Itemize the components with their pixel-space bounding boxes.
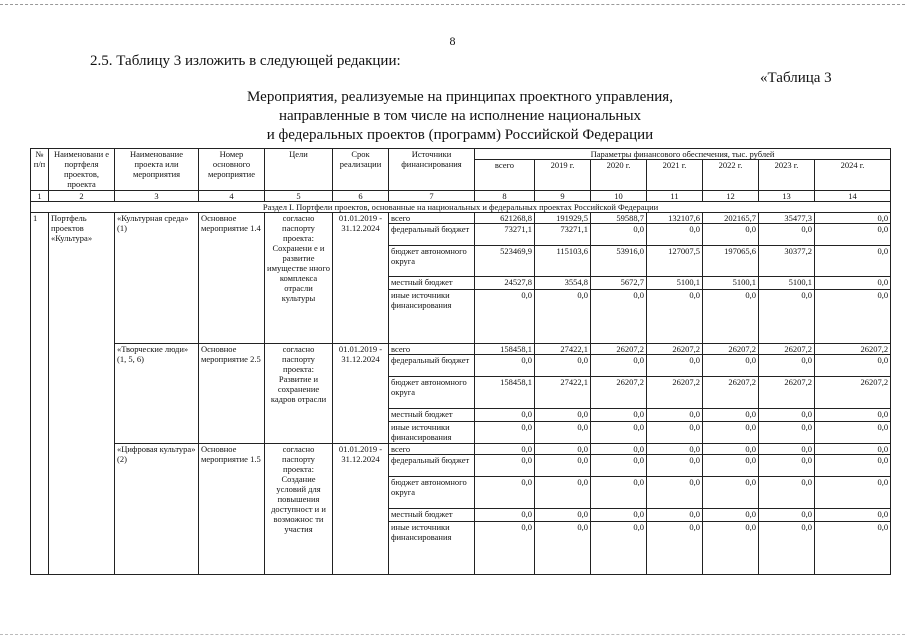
amount-cell: 0,0	[535, 290, 591, 344]
amount-cell: 0,0	[815, 224, 891, 246]
amount-cell: 27422,1	[535, 377, 591, 409]
intro-text: 2.5. Таблицу 3 изложить в следующей редакции:	[90, 53, 401, 69]
table-row	[31, 213, 891, 224]
amount-cell: 0,0	[647, 422, 703, 444]
column-number: 5	[265, 191, 333, 202]
amount-cell: 26207,2	[759, 344, 815, 355]
amount-cell: 0,0	[815, 290, 891, 344]
amount-cell: 0,0	[759, 409, 815, 422]
amount-cell: 0,0	[591, 477, 647, 509]
amount-cell: 0,0	[815, 213, 891, 224]
amount-cell: 523469,9	[475, 246, 535, 277]
amount-cell: 0,0	[591, 409, 647, 422]
amount-cell: 621268,8	[475, 213, 535, 224]
amount-cell: 0,0	[647, 290, 703, 344]
header-goals: Цели	[265, 149, 333, 191]
amount-cell: 35477,3	[759, 213, 815, 224]
amount-cell: 0,0	[535, 444, 591, 455]
column-number: 10	[591, 191, 647, 202]
section-row	[31, 202, 891, 213]
amount-cell: 26207,2	[703, 377, 759, 409]
main-activity-number: Основное мероприятие 1.4	[199, 213, 265, 344]
header-year: 2023 г.	[759, 160, 815, 191]
amount-cell: 0,0	[475, 422, 535, 444]
amount-cell: 0,0	[815, 477, 891, 509]
amount-cell: 0,0	[759, 455, 815, 477]
project-name: «Культурная среда» (1)	[115, 213, 199, 344]
amount-cell: 24527,8	[475, 277, 535, 290]
table-row	[31, 444, 891, 455]
amount-cell: 0,0	[759, 444, 815, 455]
amount-cell: 0,0	[815, 444, 891, 455]
amount-cell: 0,0	[647, 444, 703, 455]
amount-cell: 0,0	[759, 224, 815, 246]
amount-cell: 0,0	[815, 422, 891, 444]
amount-cell: 202165,7	[703, 213, 759, 224]
amount-cell: 26207,2	[703, 344, 759, 355]
amount-cell: 0,0	[703, 522, 759, 575]
funding-source: местный бюджет	[389, 409, 475, 422]
amount-cell: 158458,1	[475, 377, 535, 409]
amount-cell: 26207,2	[647, 377, 703, 409]
funding-source: местный бюджет	[389, 509, 475, 522]
scan-edge-top	[0, 4, 905, 5]
column-number: 13	[759, 191, 815, 202]
column-number: 7	[389, 191, 475, 202]
amount-cell: 0,0	[647, 224, 703, 246]
main-activity-number: Основное мероприятие 2.5	[199, 344, 265, 444]
funding-source: всего	[389, 344, 475, 355]
header-portfolio: Наименовани е портфеля проектов, проекта	[49, 149, 115, 191]
amount-cell: 0,0	[591, 290, 647, 344]
amount-cell: 3554,8	[535, 277, 591, 290]
funding-source: всего	[389, 213, 475, 224]
column-number: 8	[475, 191, 535, 202]
amount-cell: 53916,0	[591, 246, 647, 277]
funding-source: бюджет автономного округа	[389, 377, 475, 409]
amount-cell: 0,0	[535, 455, 591, 477]
amount-cell: 0,0	[703, 422, 759, 444]
header-year: 2024 г.	[815, 160, 891, 191]
amount-cell: 0,0	[475, 455, 535, 477]
header-term: Срок реализации	[333, 149, 389, 191]
amount-cell: 26207,2	[815, 377, 891, 409]
amount-cell: 0,0	[815, 409, 891, 422]
column-number: 4	[199, 191, 265, 202]
amount-cell: 5100,1	[647, 277, 703, 290]
amount-cell: 0,0	[535, 522, 591, 575]
portfolio-name: Портфель проектов «Культура»	[49, 213, 115, 575]
funding-source: бюджет автономного округа	[389, 246, 475, 277]
amount-cell: 59588,7	[591, 213, 647, 224]
main-activity-number: Основное мероприятие 1.5	[199, 444, 265, 575]
amount-cell: 26207,2	[591, 344, 647, 355]
amount-cell: 0,0	[815, 355, 891, 377]
funding-source: федеральный бюджет	[389, 224, 475, 246]
column-number: 6	[333, 191, 389, 202]
scan-edge-bottom	[0, 634, 905, 635]
amount-cell: 0,0	[591, 522, 647, 575]
amount-cell: 0,0	[535, 355, 591, 377]
column-number: 11	[647, 191, 703, 202]
amount-cell: 0,0	[759, 355, 815, 377]
amount-cell: 73271,1	[535, 224, 591, 246]
amount-cell: 26207,2	[591, 377, 647, 409]
amount-cell: 26207,2	[759, 377, 815, 409]
header-row	[31, 149, 891, 160]
title-line: Мероприятия, реализуемые на принципах проектного управления,	[247, 89, 673, 105]
amount-cell: 0,0	[535, 409, 591, 422]
amount-cell: 0,0	[815, 246, 891, 277]
amount-cell: 0,0	[535, 509, 591, 522]
amount-cell: 0,0	[703, 477, 759, 509]
amount-cell: 0,0	[703, 444, 759, 455]
amount-cell: 26207,2	[815, 344, 891, 355]
amount-cell: 0,0	[647, 455, 703, 477]
amount-cell: 0,0	[759, 522, 815, 575]
table-body	[31, 149, 891, 575]
amount-cell: 0,0	[815, 522, 891, 575]
funding-source: иные источники финансирования	[389, 422, 475, 444]
amount-cell: 0,0	[703, 224, 759, 246]
amount-cell: 0,0	[591, 509, 647, 522]
project-goal: согласно паспорту проекта: Развитие и сохранение кадров отрасли	[265, 344, 333, 444]
amount-cell: 0,0	[815, 509, 891, 522]
amount-cell: 0,0	[703, 455, 759, 477]
column-number: 3	[115, 191, 199, 202]
column-number: 14	[815, 191, 891, 202]
header-total: всего	[475, 160, 535, 191]
title-line: направленные в том числе на исполнение национальных	[278, 108, 642, 124]
amount-cell: 0,0	[759, 422, 815, 444]
column-number: 12	[703, 191, 759, 202]
row-number: 1	[31, 213, 49, 575]
amount-cell: 197065,6	[703, 246, 759, 277]
header-project: Наименование проекта или мероприятия	[115, 149, 199, 191]
amount-cell: 0,0	[647, 355, 703, 377]
header-year: 2019 г.	[535, 160, 591, 191]
funding-source: всего	[389, 444, 475, 455]
amount-cell: 158458,1	[475, 344, 535, 355]
amount-cell: 0,0	[591, 422, 647, 444]
amount-cell: 0,0	[475, 522, 535, 575]
header-year: 2022 г.	[703, 160, 759, 191]
amount-cell: 0,0	[475, 290, 535, 344]
header-no: № п/п	[31, 149, 49, 191]
amount-cell: 0,0	[647, 409, 703, 422]
header-sources: Источники финансирования	[389, 149, 475, 191]
amount-cell: 0,0	[759, 477, 815, 509]
funding-source: федеральный бюджет	[389, 355, 475, 377]
amount-cell: 0,0	[591, 455, 647, 477]
amount-cell: 0,0	[815, 455, 891, 477]
project-term: 01.01.2019 - 31.12.2024	[333, 444, 389, 575]
amount-cell: 0,0	[591, 444, 647, 455]
funding-source: федеральный бюджет	[389, 455, 475, 477]
funding-source: бюджет автономного округа	[389, 477, 475, 509]
amount-cell: 0,0	[647, 477, 703, 509]
project-name: «Творческие люди» (1, 5, 6)	[115, 344, 199, 444]
project-term: 01.01.2019 - 31.12.2024	[333, 344, 389, 444]
funding-source: иные источники финансирования	[389, 290, 475, 344]
table-reference: «Таблица 3	[760, 70, 832, 86]
project-goal: согласно паспорту проекта: Сохранени е и развитие имуществе нного комплекса отрасли культуры	[265, 213, 333, 344]
amount-cell: 73271,1	[475, 224, 535, 246]
project-term: 01.01.2019 - 31.12.2024	[333, 213, 389, 344]
amount-cell: 0,0	[591, 355, 647, 377]
amount-cell: 26207,2	[647, 344, 703, 355]
title-line: и федеральных проектов (программ) Российской Федерации	[266, 127, 654, 143]
amount-cell: 191929,5	[535, 213, 591, 224]
amount-cell: 127007,5	[647, 246, 703, 277]
page-number: 8	[449, 34, 456, 48]
table-row	[31, 344, 891, 355]
header-year: 2020 г.	[591, 160, 647, 191]
section-title: Раздел I. Портфели проектов, основанные на национальных и федеральных проектах Российской Федерации	[31, 202, 891, 213]
project-goal: согласно паспорту проекта: Создание условий для повышения доступност и и возможнос ти участия	[265, 444, 333, 575]
column-number: 1	[31, 191, 49, 202]
amount-cell: 0,0	[475, 444, 535, 455]
amount-cell: 0,0	[535, 422, 591, 444]
header-params: Параметры финансового обеспечения, тыс. рублей	[475, 149, 891, 160]
funding-source: иные источники финансирования	[389, 522, 475, 575]
table-title	[0, 88, 905, 145]
amount-cell: 0,0	[475, 355, 535, 377]
amount-cell: 0,0	[815, 277, 891, 290]
amount-cell: 30377,2	[759, 246, 815, 277]
amount-cell: 115103,6	[535, 246, 591, 277]
amount-cell: 0,0	[475, 477, 535, 509]
amount-cell: 5100,1	[759, 277, 815, 290]
column-number: 2	[49, 191, 115, 202]
amount-cell: 0,0	[759, 290, 815, 344]
header-year: 2021 г.	[647, 160, 703, 191]
amount-cell: 0,0	[703, 509, 759, 522]
project-name: «Цифровая культура» (2)	[115, 444, 199, 575]
header-number: Номер основного мероприятие	[199, 149, 265, 191]
amount-cell: 132107,6	[647, 213, 703, 224]
column-number: 9	[535, 191, 591, 202]
amount-cell: 0,0	[647, 509, 703, 522]
amount-cell: 5100,1	[703, 277, 759, 290]
funding-source: местный бюджет	[389, 277, 475, 290]
amount-cell: 5672,7	[591, 277, 647, 290]
amount-cell: 0,0	[535, 477, 591, 509]
amount-cell: 0,0	[759, 509, 815, 522]
amount-cell: 0,0	[703, 409, 759, 422]
amount-cell: 0,0	[703, 355, 759, 377]
amount-cell: 0,0	[475, 509, 535, 522]
amount-cell: 27422,1	[535, 344, 591, 355]
amount-cell: 0,0	[475, 409, 535, 422]
amount-cell: 0,0	[591, 224, 647, 246]
financing-table	[30, 148, 891, 575]
column-number-row	[31, 191, 891, 202]
amount-cell: 0,0	[647, 522, 703, 575]
amount-cell: 0,0	[703, 290, 759, 344]
